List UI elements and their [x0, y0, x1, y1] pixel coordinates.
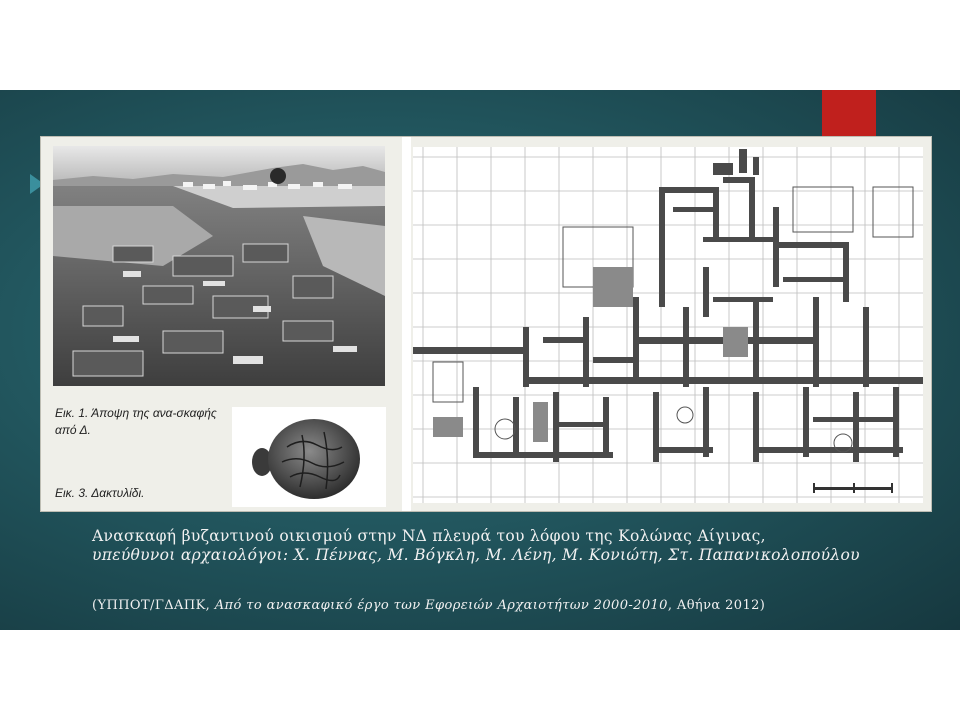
- fig1-caption: Εικ. 1. Άποψη της ανα-σκαφής από Δ.: [55, 406, 217, 437]
- reference-text: [92, 598, 882, 630]
- figure-panel: [40, 136, 932, 512]
- ref-title: Από το ανασκαφικό έργο των Εφορειών Αρχαιοτήτων 2000-2010: [214, 598, 668, 613]
- red-accent-tab: [822, 90, 876, 136]
- ring-photo: [232, 407, 386, 507]
- ref-suffix: , Αθήνα 2012): [667, 598, 766, 613]
- slide-text: [92, 527, 882, 565]
- text-line-2: υπεύθυνοι αρχαιολόγοι: Χ. Πέννας, Μ. Βόγκλη, Μ. Λένη, Μ. Κονιώτη, Στ. Παπανικολοπούλου: [92, 546, 860, 564]
- panel-divider: [402, 137, 411, 511]
- text-line-1: Ανασκαφή βυζαντινού οικισμού στην ΝΔ πλευρά του λόφου της Κολώνας Αίγινας,: [92, 527, 766, 545]
- ref-prefix: (ΥΠΠΟΤ/ΓΔΑΠΚ,: [92, 598, 215, 613]
- fig3-caption: Εικ. 3. Δακτυλίδι.: [55, 486, 145, 500]
- site-plan-drawing: [413, 147, 923, 503]
- excavation-photo: [53, 146, 385, 386]
